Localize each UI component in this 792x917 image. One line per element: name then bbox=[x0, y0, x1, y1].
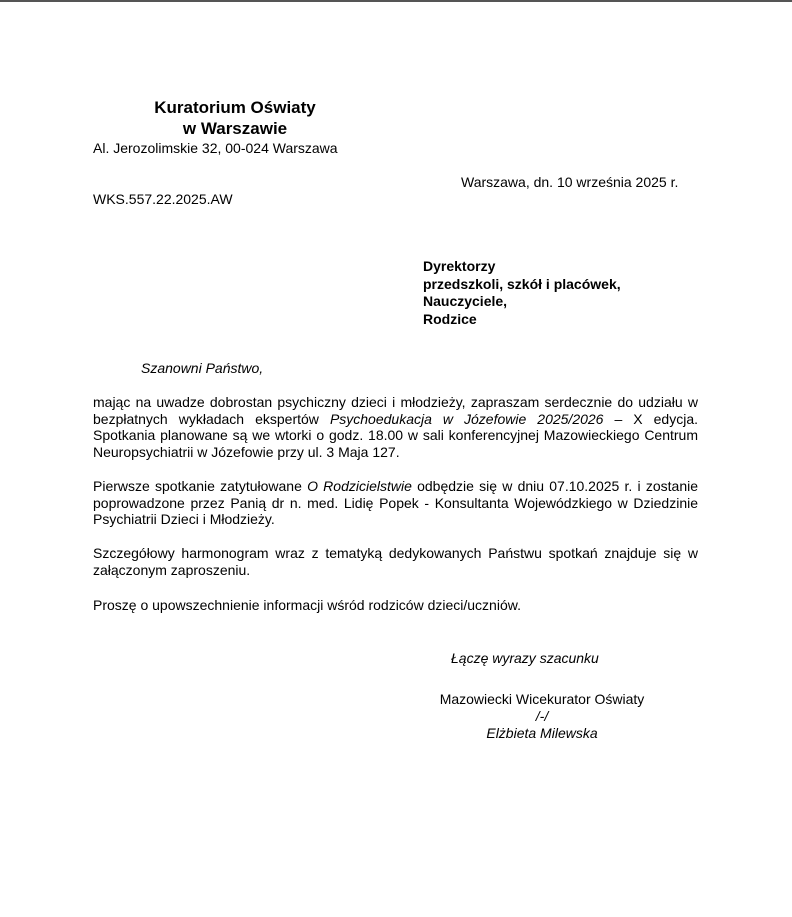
recipient-line: Rodzice bbox=[423, 310, 477, 327]
body-paragraph-2 bbox=[93, 478, 698, 528]
signature-mark: /-/ bbox=[535, 708, 549, 724]
closing-phrase: Łączę wyrazy szacunku bbox=[451, 650, 599, 666]
reference-number: WKS.557.22.2025.AW bbox=[93, 191, 233, 207]
recipient-line: Nauczyciele, bbox=[423, 293, 508, 309]
institution-name bbox=[85, 97, 385, 139]
body-paragraph-3: Szczegółowy harmonogram wraz z tematyką dedykowanych Państwu spotkań znajduje się w załączonym zaproszeniu. bbox=[93, 545, 698, 578]
signatory-name: Elżbieta Milewska bbox=[486, 725, 598, 741]
signature-block bbox=[422, 689, 662, 743]
recipient-line: przedszkoli, szkół i placówek, bbox=[423, 275, 621, 292]
p2-text-b: odbędzie się w dniu 07.10.2025 r. i zostanie poprowadzone przez Panią dr n. med. Lidię Popek - Konsultanta Wojewódzkiego w Dziedzinie Psychiatrii Dzieci i Młodzieży. bbox=[93, 478, 698, 527]
p1-text-b: – X edycja. Spotkania planowane są we wtorki o godz. 18.00 w sali konferencyjnej Mazowieckiego Centrum Neuropsychiatrii w Józefowie przy ul. 3 Maja 127. bbox=[93, 410, 699, 460]
p2-text-a: Pierwsze spotkanie zatytułowane bbox=[93, 478, 308, 494]
p1-italic-title: Psychoedukacja w Józefowie 2025/2026 bbox=[329, 410, 604, 427]
top-border bbox=[0, 0, 792, 2]
signatory-title: Mazowiecki Wicekurator Oświaty bbox=[439, 691, 645, 707]
p1-text-a: mając na uwadze dobrostan psychiczny dzieci i młodzieży, zapraszam serdecznie do udziału w bezpłatnych wykładach ekspertów bbox=[93, 394, 698, 427]
recipients-block bbox=[423, 258, 621, 328]
institution-line-1: Kuratorium Oświaty bbox=[154, 98, 316, 117]
institution-line-2: w Warszawie bbox=[182, 119, 288, 138]
institution-address: Al. Jerozolimskie 32, 00-024 Warszawa bbox=[93, 140, 338, 156]
p2-italic-title: O Rodzicielstwie bbox=[307, 478, 412, 494]
salutation: Szanowni Państwo, bbox=[141, 360, 264, 376]
body-paragraph-4: Proszę o upowszechnienie informacji wśród rodziców dzieci/uczniów. bbox=[93, 597, 521, 613]
place-date: Warszawa, dn. 10 września 2025 r. bbox=[461, 174, 679, 190]
body-paragraph-1 bbox=[93, 394, 698, 460]
recipient-line: Dyrektorzy bbox=[423, 258, 496, 274]
